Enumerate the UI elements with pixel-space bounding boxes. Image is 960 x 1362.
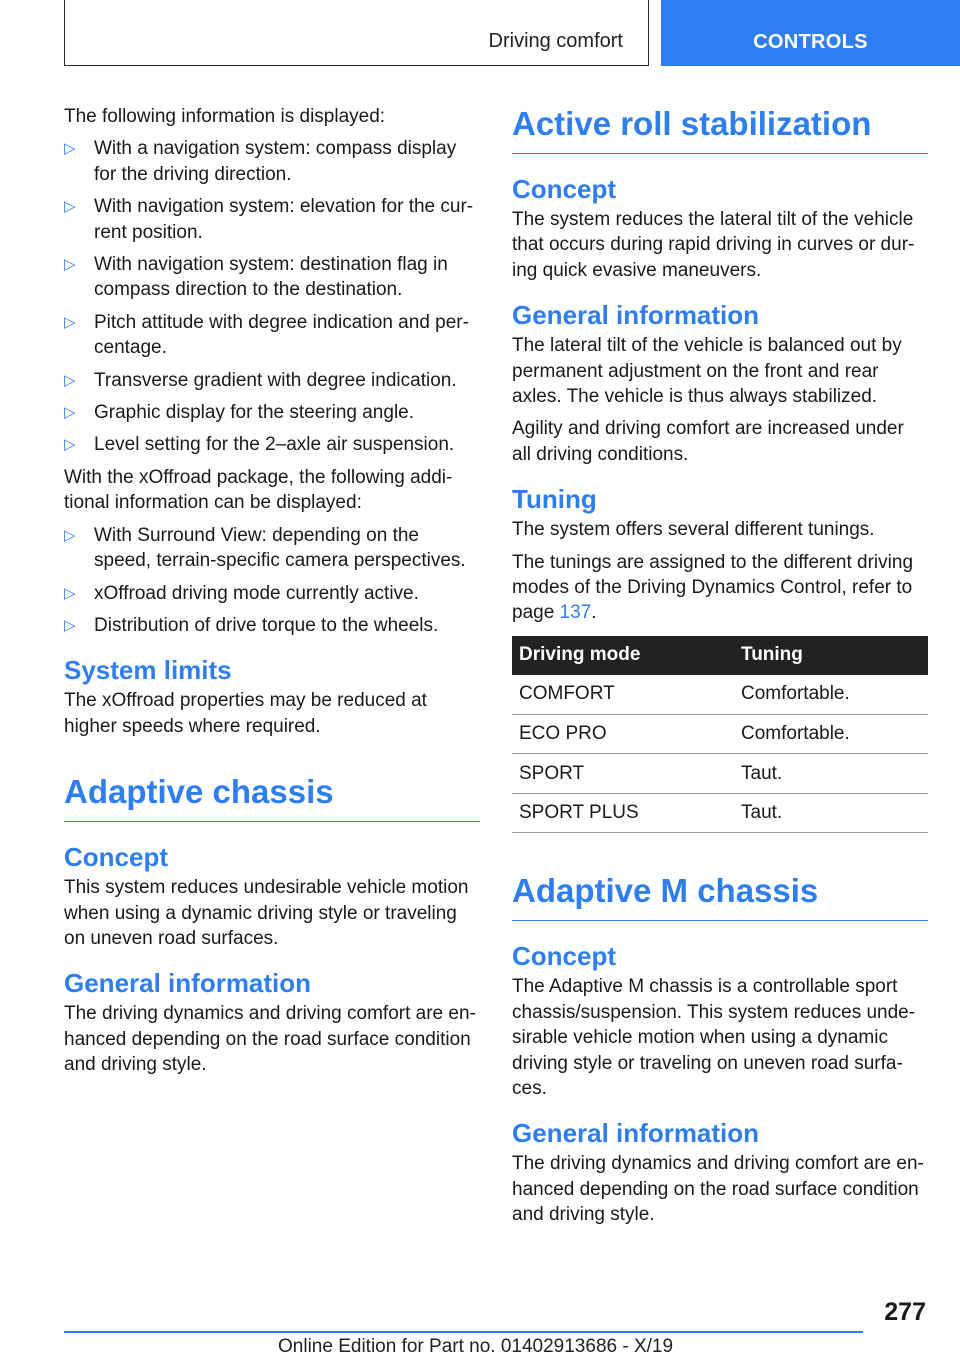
concept-text: The system reduces the lateral tilt of the vehicle that occurs during rapid driving in curves or during quick evasive maneuvers. [512,209,915,281]
list-item: ▷ Transverse gradient with degree indication. [64,368,480,393]
concept-heading: Concept [64,842,168,873]
driving-mode-cell: SPORT [512,754,734,794]
column-header-tuning: Tuning [734,636,928,675]
tuning-table [512,636,928,834]
list-item: ▷ With Surround View: depending on the speed, terrain-specific camera perspectives. [64,524,466,572]
page-number: 277 [884,1298,926,1326]
triangle-bullet-icon: ▷ [64,140,76,158]
header-section-box [64,0,649,66]
m-concept-heading: Concept [512,941,616,972]
list-item: ▷ xOffroad driving mode currently active. [64,581,480,606]
general-information-text-1: The lateral tilt of the vehicle is balanced out by permanent adjustment on the front and rear axles. The vehicle is thus always stabilized. [512,335,902,408]
m-concept-text: The Adaptive M chassis is a controllable sport chassis/suspension. This system reduces undesirable vehicle motion when using a dynamic driving style or traveling on uneven road surfaces. [512,976,916,1099]
info-bullet-list [64,136,480,457]
xoffroad-intro: With the xOffroad package, the following additional information can be displayed: [64,466,453,514]
footer-divider [64,1331,863,1333]
header-chapter-tab[interactable] [661,0,960,66]
tuning-cell: Comfortable. [734,675,928,715]
tuning-text-2: The tunings are assigned to the different driving modes of the Driving Dynamics Control, refer to page 137. [512,551,914,624]
general-information-heading: General information [64,968,312,999]
general-information-heading: General information [512,300,760,331]
driving-mode-cell: SPORT PLUS [512,793,734,833]
m-general-information-heading: General information [512,1118,760,1149]
triangle-bullet-icon: ▷ [64,256,76,274]
list-item: ▷ Pitch attitude with degree indication and percentage. [64,311,469,359]
triangle-bullet-icon: ▷ [64,584,76,602]
general-information-text-2: Agility and driving comfort are increased under all driving conditions. [512,418,904,465]
adaptive-chassis-heading: Adaptive chassis [64,772,480,822]
xoffroad-bullet-list [64,523,480,639]
list-item: ▷ Level setting for the 2–axle air suspension. [64,432,480,457]
list-item: ▷ With navigation system: destination flag in compass direction to the destination. [64,254,448,301]
tuning-heading: Tuning [512,484,597,515]
column-header-driving-mode: Driving mode [512,636,734,675]
table-row [512,754,928,794]
header-section-title: Driving comfort [488,30,623,52]
list-item: ▷ Graphic display for the steering angle. [64,400,480,425]
driving-mode-cell: ECO PRO [512,714,734,754]
page-reference-link[interactable]: 137 [559,602,592,624]
header-chapter-title: CONTROLS [753,31,868,53]
triangle-bullet-icon: ▷ [64,404,76,422]
right-column [512,104,928,1235]
general-information-text: The driving dynamics and driving comfort are enhanced depending on the road surface condition and driving style. [64,1003,476,1076]
info-intro: The following information is displayed: [64,106,386,127]
table-row [512,675,928,715]
triangle-bullet-icon: ▷ [64,313,76,331]
system-limits-text: The xOffroad properties may be reduced at higher speeds where required. [64,690,427,737]
footer-edition-text: Online Edition for Part no. 01402913686 - X/19 [278,1336,674,1357]
active-roll-stabilization-heading: Active roll stabilization [512,104,928,154]
table-row [512,714,928,754]
tuning-cell: Taut. [734,793,928,833]
driving-mode-cell: COMFORT [512,675,734,715]
triangle-bullet-icon: ▷ [64,616,76,634]
tuning-text-1: The system offers several different tunings. [512,519,875,541]
table-row [512,793,928,833]
system-limits-heading: System limits [64,655,232,686]
tuning-cell: Taut. [734,754,928,794]
list-item: ▷ With navigation system: elevation for the current position. [64,196,474,243]
list-item: ▷ With a navigation system: compass display for the driving direction. [64,138,457,185]
concept-heading: Concept [512,174,616,204]
left-column [64,104,480,1085]
triangle-bullet-icon: ▷ [64,436,76,454]
tuning-cell: Comfortable. [734,714,928,754]
triangle-bullet-icon: ▷ [64,526,76,544]
table-header-row [512,636,928,675]
concept-text: This system reduces undesirable vehicle motion when using a dynamic driving style or traveling on uneven road surfaces. [64,877,469,949]
m-general-information-text: The driving dynamics and driving comfort are enhanced depending on the road surface condition and driving style. [512,1153,924,1226]
list-item: ▷ Distribution of drive torque to the wheels. [64,613,480,638]
triangle-bullet-icon: ▷ [64,371,76,389]
adaptive-m-chassis-heading: Adaptive M chassis [512,871,928,921]
triangle-bullet-icon: ▷ [64,198,76,216]
